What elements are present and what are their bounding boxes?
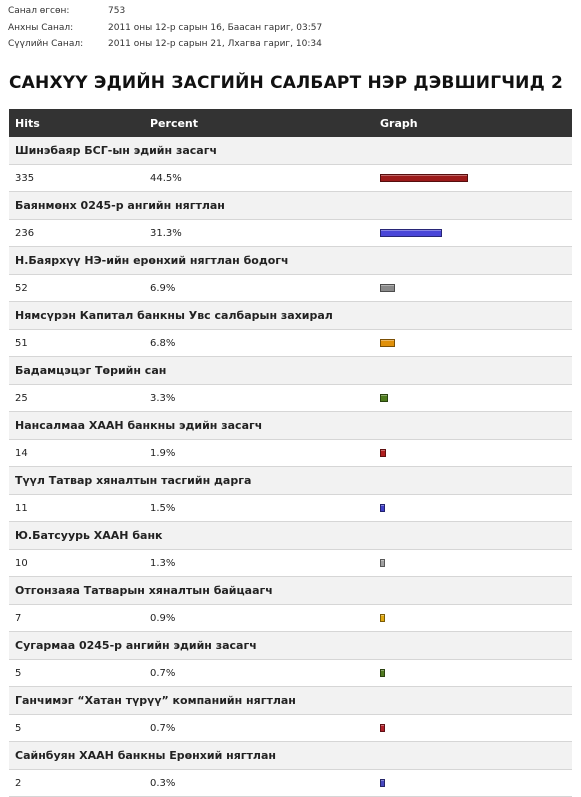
hits-value: 2 [15, 778, 22, 789]
graph-cell [380, 669, 560, 677]
result-row [9, 165, 572, 192]
candidate-row [9, 742, 572, 770]
meta-label: Анхны Санал: [8, 22, 74, 33]
meta-value: 753 [108, 6, 126, 16]
candidate-row [9, 522, 572, 550]
candidate-name: Түүл Татвар хяналтын тасгийн дарга [15, 474, 252, 487]
result-row [9, 275, 572, 302]
percent-value: 0.9% [150, 613, 176, 624]
hits-value: 52 [15, 283, 28, 294]
candidate-row [9, 687, 572, 715]
graph-cell [380, 559, 560, 567]
result-row [9, 550, 572, 577]
result-bar [380, 614, 385, 622]
poll-item [9, 687, 572, 742]
result-bar [380, 559, 385, 567]
header-graph: Graph [380, 117, 418, 130]
poll-item [9, 522, 572, 577]
hits-value: 5 [15, 723, 22, 734]
meta-label: Сүүлийн Санал: [8, 39, 84, 49]
candidate-name: Ю.Батсуурь ХААН банк [15, 529, 163, 542]
graph-cell [380, 174, 560, 182]
result-bar [380, 229, 442, 237]
result-bar [380, 504, 385, 512]
candidate-row [9, 357, 572, 385]
result-bar [380, 449, 386, 457]
poll-results-table [9, 109, 572, 797]
candidate-row [9, 577, 572, 605]
result-row [9, 605, 572, 632]
percent-value: 1.9% [150, 448, 176, 459]
poll-item [9, 357, 572, 412]
candidate-name: Ганчимэг “Хатан түрүү” компанийн нягтлан [15, 694, 296, 707]
candidate-row [9, 302, 572, 330]
meta-label: Санал өгсөн: [8, 6, 70, 16]
result-bar [380, 394, 388, 402]
poll-item [9, 302, 572, 357]
percent-value: 0.7% [150, 668, 176, 679]
poll-item [9, 467, 572, 522]
graph-cell [380, 779, 560, 787]
graph-cell [380, 339, 560, 347]
graph-cell [380, 449, 560, 457]
poll-item [9, 577, 572, 632]
poll-title: САНХҮҮ ЭДИЙН ЗАСГИЙН САЛБАРТ НЭР ДЭВШИГЧИД 2 [9, 73, 564, 93]
meta-row [8, 20, 322, 37]
poll-item [9, 742, 572, 797]
candidate-name: Нансалмаа ХААН банкны эдийн засагч [15, 419, 263, 432]
hits-value: 7 [15, 613, 22, 624]
candidate-row [9, 192, 572, 220]
percent-value: 6.8% [150, 338, 176, 349]
result-bar [380, 174, 468, 182]
percent-value: 0.7% [150, 723, 176, 734]
candidate-row [9, 247, 572, 275]
candidate-name: Шинэбаяр БСГ-ын эдийн засагч [15, 144, 218, 157]
poll-item [9, 412, 572, 467]
meta-row [8, 36, 322, 53]
result-bar [380, 339, 395, 347]
graph-cell [380, 229, 560, 237]
candidate-name: Отгонзаяа Татварын хяналтын байцаагч [15, 584, 273, 597]
candidate-row [9, 412, 572, 440]
poll-item [9, 247, 572, 302]
result-bar [380, 779, 385, 787]
graph-cell [380, 504, 560, 512]
percent-value: 31.3% [150, 228, 182, 239]
candidate-name: Сугармаа 0245-р ангийн эдийн засагч [15, 639, 257, 652]
graph-cell [380, 284, 560, 292]
result-bar [380, 724, 385, 732]
header-percent: Percent [150, 117, 199, 130]
result-row [9, 660, 572, 687]
meta-value: 2011 оны 12-р сарын 16, Баасан гариг, 03:57 [108, 22, 323, 33]
percent-value: 6.9% [150, 283, 176, 294]
result-row [9, 770, 572, 797]
percent-value: 3.3% [150, 393, 176, 404]
hits-value: 5 [15, 668, 22, 679]
candidate-name: Нямсүрэн Капитал банкны Увс салбарын захирал [15, 309, 333, 322]
result-row [9, 715, 572, 742]
candidate-row [9, 632, 572, 660]
hits-value: 11 [15, 503, 28, 514]
result-row [9, 220, 572, 247]
poll-item [9, 137, 572, 192]
hits-value: 14 [15, 448, 28, 459]
poll-meta [8, 3, 322, 53]
percent-value: 1.3% [150, 558, 176, 569]
hits-value: 335 [15, 173, 35, 184]
result-row [9, 385, 572, 412]
header-hits: Hits [15, 117, 40, 130]
poll-item [9, 192, 572, 247]
hits-value: 51 [15, 338, 28, 349]
hits-value: 10 [15, 558, 28, 569]
result-row [9, 330, 572, 357]
result-row [9, 440, 572, 467]
meta-row [8, 3, 322, 20]
candidate-name: Бадамцэцэг Төрийн сан [15, 364, 167, 377]
result-bar [380, 284, 395, 292]
graph-cell [380, 394, 560, 402]
poll-item [9, 632, 572, 687]
result-row [9, 495, 572, 522]
graph-cell [380, 724, 560, 732]
graph-cell [380, 614, 560, 622]
percent-value: 0.3% [150, 778, 176, 789]
poll-rows [9, 137, 572, 797]
candidate-name: Сайнбуян ХААН банкны Ерөнхий нягтлан [15, 749, 276, 762]
result-bar [380, 669, 385, 677]
candidate-row [9, 467, 572, 495]
percent-value: 1.5% [150, 503, 176, 514]
meta-value: 2011 оны 12-р сарын 21, Лхагва гариг, 10:34 [108, 39, 322, 49]
candidate-name: Баянмөнх 0245-р ангийн нягтлан [15, 199, 225, 212]
hits-value: 25 [15, 393, 28, 404]
percent-value: 44.5% [150, 173, 182, 184]
hits-value: 236 [15, 228, 35, 239]
candidate-name: Н.Баярхүү НЭ-ийн ерөнхий нягтлан бодогч [15, 254, 289, 267]
candidate-row [9, 137, 572, 165]
table-header [9, 109, 572, 137]
